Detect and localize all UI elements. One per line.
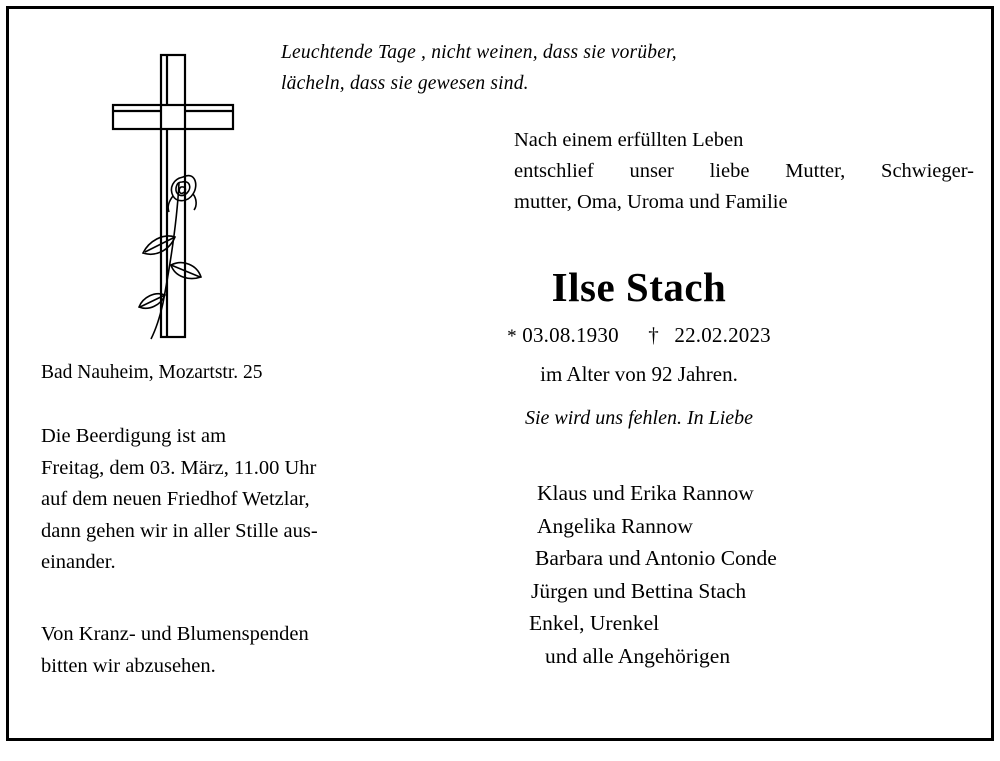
- death-symbol: †: [648, 323, 659, 347]
- list-item: Klaus und Erika Rannow: [537, 481, 754, 505]
- funeral-line-1: Die Beerdigung ist am: [41, 425, 227, 447]
- death-date: 22.02.2023: [674, 323, 771, 347]
- notice-border: [6, 6, 994, 741]
- list-item: Jürgen und Bettina Stach: [531, 578, 747, 603]
- list-item: und alle Angehörigen: [545, 643, 731, 668]
- birth-symbol: *: [507, 326, 517, 347]
- funeral-line-2: Freitag, dem 03. März, 11.00 Uhr: [41, 456, 317, 479]
- list-item: Enkel, Urenkel: [529, 611, 660, 635]
- mourners-list: [509, 477, 979, 672]
- intro-line-3: mutter, Oma, Uroma und Familie: [514, 191, 788, 213]
- verse-line-1: Leuchtende Tage , nicht weinen, dass sie vorüber,: [281, 42, 677, 63]
- flowers-note: [41, 619, 441, 682]
- age-line: im Alter von 92 Jahren.: [540, 362, 738, 386]
- list-item: Barbara und Antonio Conde: [535, 546, 777, 570]
- funeral-line-3: auf dem neuen Friedhof Wetzlar,: [41, 488, 310, 510]
- verse-line-2: lächeln, dass sie gewesen sind.: [281, 73, 529, 94]
- cross-with-rose-icon: [105, 51, 245, 341]
- flowers-line-1: Von Kranz- und Blumenspenden: [41, 623, 309, 645]
- list-item: Angelika Rannow: [537, 513, 693, 538]
- deceased-name: Ilse Stach: [551, 264, 727, 310]
- intro-text: [514, 125, 974, 218]
- intro-line-2: entschlief unser liebe Mutter, Schwieger-: [514, 160, 974, 182]
- verse: [281, 37, 701, 99]
- funeral-details: [41, 421, 431, 579]
- funeral-line-4: dann gehen wir in aller Stille aus-: [41, 519, 318, 542]
- flowers-line-2: bitten wir abzusehen.: [41, 654, 216, 677]
- funeral-line-5: einander.: [41, 551, 116, 573]
- intro-line-1: Nach einem erfüllten Leben: [514, 129, 744, 151]
- notice-inner: [9, 9, 991, 738]
- farewell-line: Sie wird uns fehlen. In Liebe: [524, 407, 754, 429]
- life-dates: [429, 323, 849, 348]
- birth-date: 03.08.1930: [522, 323, 619, 347]
- address-line: Bad Nauheim, Mozartstr. 25: [41, 362, 263, 383]
